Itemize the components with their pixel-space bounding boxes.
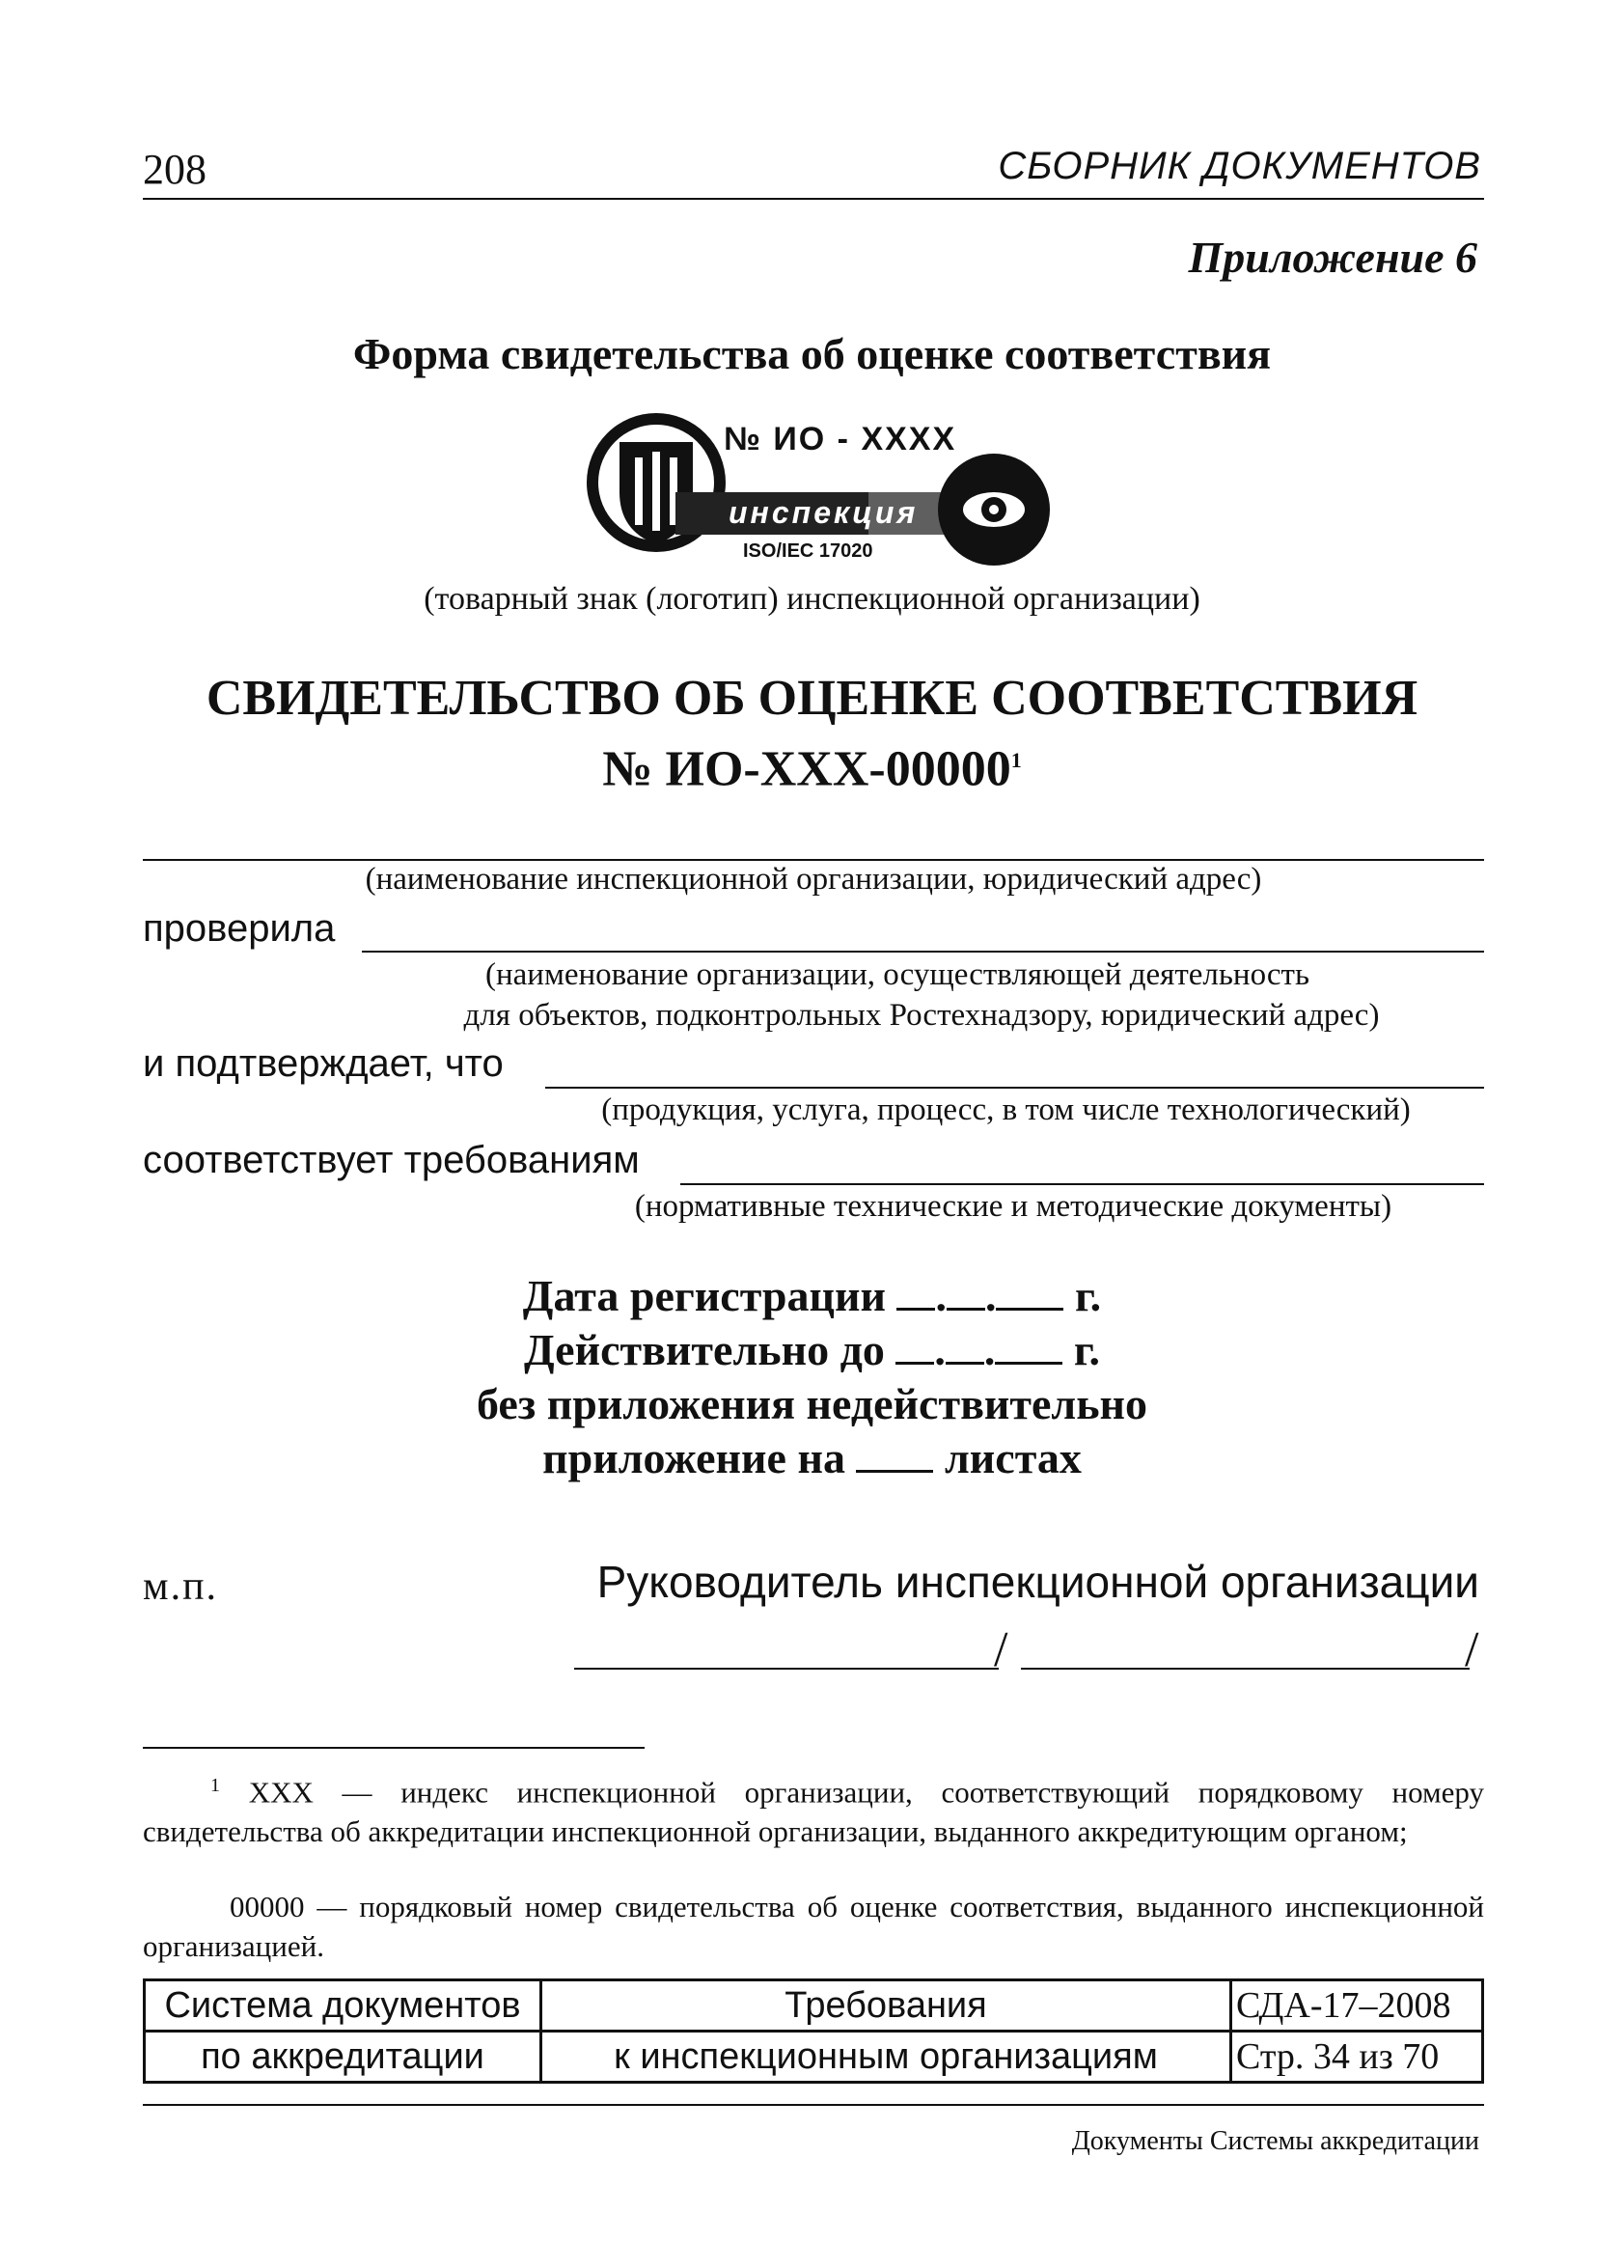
code-cell: СДА-17–2008 bbox=[1231, 1980, 1483, 2032]
name-line bbox=[1021, 1668, 1470, 1670]
valid-month-blank bbox=[946, 1327, 984, 1365]
form-title: Форма свидетельства об оценке соответствия bbox=[352, 329, 1272, 378]
registration-year-suffix: г. bbox=[1074, 1271, 1102, 1320]
logo-wordmark: инспекция bbox=[729, 495, 919, 530]
system-cell-2: по аккредитации bbox=[145, 2032, 541, 2083]
without-appendix-note: без приложения недействительно bbox=[476, 1379, 1148, 1428]
certificate-number bbox=[0, 730, 1624, 800]
system-cell-1: Система документов bbox=[145, 1980, 541, 2032]
signature-slash-1: / bbox=[994, 1622, 1008, 1677]
signature-slash-2: / bbox=[1465, 1622, 1479, 1677]
complies-label: соответствует требованиям bbox=[143, 1139, 640, 1181]
footnote-1-text: XXX — индекс инспекционной организации, соответствующий порядковому номеру свидетельства об аккредитации инспекционной организации, выданного аккредитующим органом; bbox=[143, 1775, 1485, 1849]
checked-line bbox=[362, 951, 1484, 953]
table-row bbox=[145, 1980, 1483, 2032]
page-cell: Стр. 34 из 70 bbox=[1231, 2032, 1483, 2083]
table-row bbox=[145, 2032, 1483, 2083]
inspection-logo bbox=[579, 403, 1061, 587]
reg-year-blank bbox=[996, 1273, 1063, 1311]
valid-day-blank bbox=[895, 1327, 934, 1365]
stamp-place: м.п. bbox=[143, 1564, 219, 1609]
valid-until: Действительно до . . г. bbox=[523, 1325, 1101, 1374]
collection-title: СБОРНИК ДОКУМЕНТОВ bbox=[998, 145, 1481, 187]
appendix-label: Приложение 6 bbox=[1188, 233, 1477, 282]
page-number: 208 bbox=[143, 146, 206, 193]
checked-caption-1: (наименование организации, осуществляющей деятельность bbox=[484, 957, 1310, 992]
appendix-on-label: приложение на bbox=[542, 1433, 845, 1482]
reg-day-blank bbox=[896, 1273, 935, 1311]
reg-month-blank bbox=[947, 1273, 985, 1311]
sheets-label: листах bbox=[944, 1433, 1082, 1482]
sheets-count-blank bbox=[856, 1435, 933, 1473]
certificate-title-line1: СВИДЕТЕЛЬСТВО ОБ ОЦЕНКЕ СООТВЕТСТВИЯ bbox=[206, 671, 1418, 726]
valid-year-blank bbox=[995, 1327, 1062, 1365]
footnote-1 bbox=[143, 1766, 1484, 1851]
confirms-label: и подтверждает, что bbox=[143, 1042, 504, 1085]
valid-year-suffix: г. bbox=[1073, 1325, 1101, 1374]
checked-label: проверила bbox=[143, 907, 336, 950]
document-info-table bbox=[143, 1978, 1484, 2084]
logo-caption: (товарный знак (логотип) инспекционной организации) bbox=[424, 581, 1200, 617]
footnote-2-text: 00000 — порядковый номер свидетельства об оценке соответствия, выданного инспекционной организацией. bbox=[143, 1890, 1484, 1963]
org-name-caption: (наименование инспекционной организации, юридический адрес) bbox=[365, 862, 1262, 897]
certificate-title bbox=[0, 668, 1624, 800]
logo-number: № ИО - XXXX bbox=[724, 421, 957, 457]
signature-line bbox=[574, 1668, 999, 1670]
requirements-cell-1: Требования bbox=[541, 1980, 1231, 2032]
footnote-mark: 1 bbox=[210, 1775, 220, 1796]
requirements-cell-2: к инспекционным организациям bbox=[541, 2032, 1231, 2083]
header-rule bbox=[143, 198, 1484, 200]
registration-date-label: Дата регистрации bbox=[522, 1271, 886, 1320]
confirms-line bbox=[545, 1087, 1484, 1089]
certificate-number-text: № ИО-XXX-00000 bbox=[602, 741, 1011, 797]
bottom-rule bbox=[143, 2104, 1484, 2106]
registration-date: Дата регистрации . . г. bbox=[522, 1271, 1102, 1320]
footnote-ref: 1 bbox=[1010, 748, 1022, 772]
bottom-credit: Документы Системы аккредитации bbox=[1071, 2126, 1479, 2156]
footnote-rule bbox=[143, 1747, 645, 1749]
valid-until-label: Действительно до bbox=[523, 1325, 885, 1374]
checked-caption-2: для объектов, подконтрольных Ростехнадзору, юридический адрес) bbox=[463, 998, 1380, 1033]
org-name-line bbox=[143, 859, 1484, 861]
appendix-sheets bbox=[0, 1432, 1624, 1483]
head-title: Руководитель инспекционной организации bbox=[596, 1557, 1479, 1607]
complies-caption: (нормативные технические и методические документы) bbox=[634, 1189, 1392, 1224]
logo-standard: ISO/IEC 17020 bbox=[743, 540, 873, 562]
footnote-2 bbox=[143, 1887, 1484, 1966]
confirms-caption: (продукция, услуга, процесс, в том числе технологический) bbox=[601, 1093, 1411, 1127]
complies-line bbox=[680, 1183, 1484, 1185]
